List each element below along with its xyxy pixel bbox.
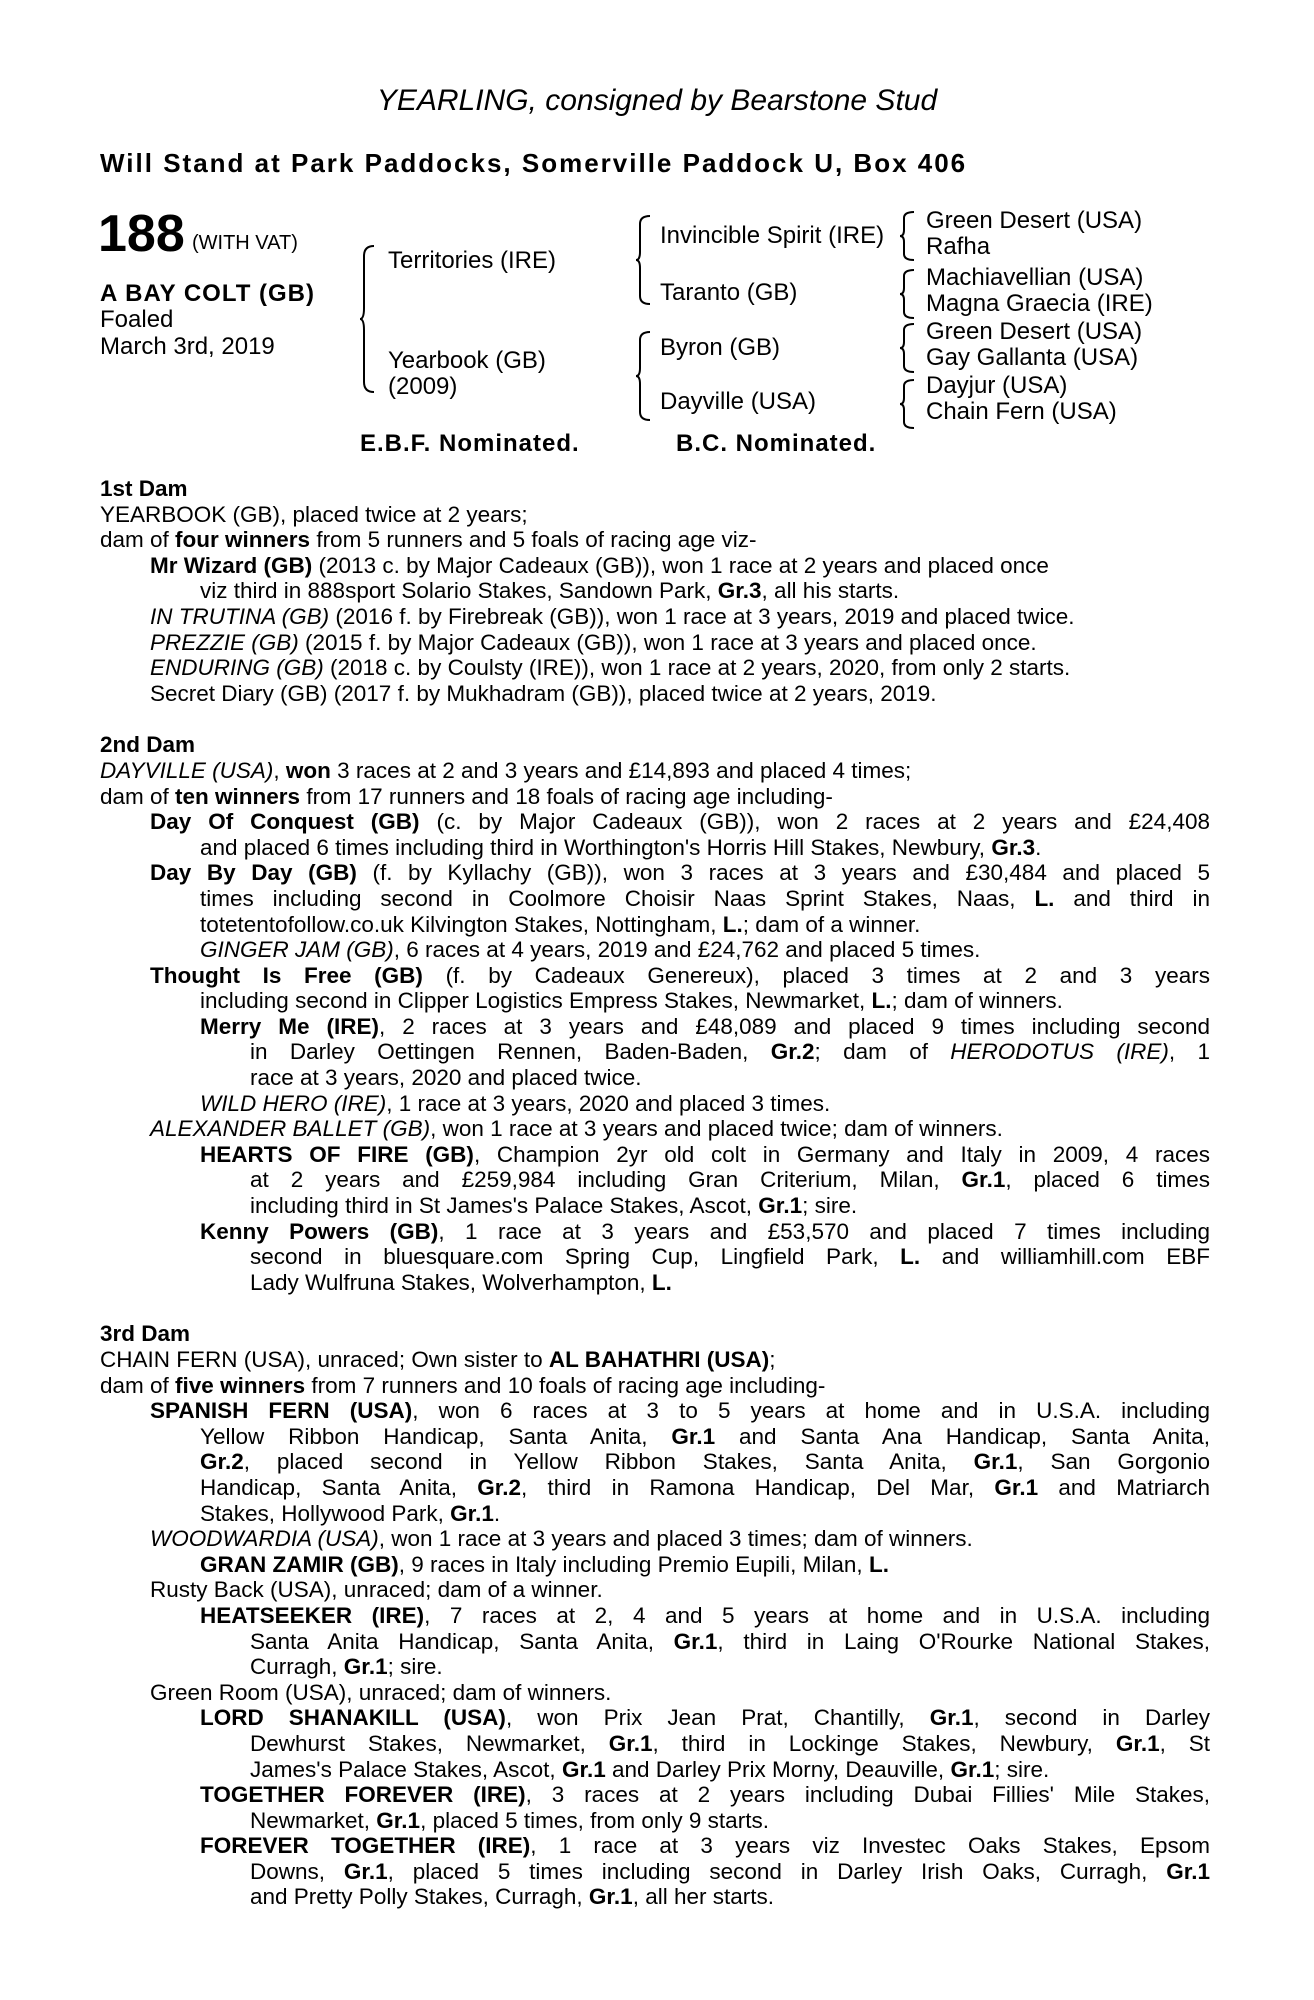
progeny-forever-together-cont: Downs, Gr.1, placed 5 times including second in Darley Irish Oaks, Curragh, Gr.1 xyxy=(250,1858,1211,1884)
stand-location: Will Stand at Park Paddocks, Somerville Paddock U, Box 406 xyxy=(100,148,968,178)
pedigree-ss-dam: Rafha xyxy=(926,233,991,260)
pedigree-brace-ss xyxy=(900,210,918,262)
progeny-in-trutina: IN TRUTINA (GB) (2016 f. by Firebreak (GB)), won 1 race at 3 years, 2019 and placed twice. xyxy=(150,603,1075,629)
progeny-merry-me: Merry Me (IRE), 2 races at 3 years and £48,089 and placed 9 times including second xyxy=(200,1013,1210,1039)
pedigree-dam-dam: Dayville (USA) xyxy=(660,388,817,415)
third-dam-dam-of: dam of five winners from 7 runners and 10 foals of racing age including- xyxy=(100,1372,826,1398)
page-title: YEARLING, consigned by Bearstone Stud xyxy=(376,84,938,117)
second-dam-intro: DAYVILLE (USA), won 3 races at 2 and 3 years and £14,893 and placed 4 times; xyxy=(100,757,912,783)
second-dam-dam-of: dam of ten winners from 17 runners and 18 foals of racing age including- xyxy=(100,783,833,809)
third-dam-intro: CHAIN FERN (USA), unraced; Own sister to AL BAHATHRI (USA); xyxy=(100,1347,776,1372)
foaled-label: Foaled xyxy=(100,306,174,333)
pedigree-ss-sire: Green Desert (USA) xyxy=(926,207,1143,234)
vat-label: (WITH VAT) xyxy=(192,232,298,254)
progeny-lord-shanakill-cont2: James's Palace Stakes, Ascot, Gr.1 and Darley Prix Morny, Deauville, Gr.1; sire. xyxy=(250,1756,1050,1782)
pedigree-brace-ds xyxy=(900,322,918,374)
pedigree-dam-year: (2009) xyxy=(388,373,458,400)
pedigree-brace-sire xyxy=(636,214,654,306)
progeny-heatseeker-cont2: Curragh, Gr.1; sire. xyxy=(250,1654,443,1680)
pedigree-ds-sire: Green Desert (USA) xyxy=(926,318,1143,345)
progeny-enduring: ENDURING (GB) (2018 c. by Coulsty (IRE)), won 1 race at 2 years, 2020, from only 2 starts. xyxy=(150,655,1071,681)
progeny-day-by-day: Day By Day (GB) (f. by Kyllachy (GB)), won 3 races at 3 years and £30,484 and placed 5 xyxy=(150,860,1210,886)
progeny-hearts-of-fire-cont: at 2 years and £259,984 including Gran Criterium, Milan, Gr.1, placed 6 times xyxy=(250,1167,1210,1193)
progeny-together-forever: TOGETHER FOREVER (IRE), 3 races at 2 years including Dubai Fillies' Mile Stakes, xyxy=(200,1782,1210,1808)
progeny-merry-me-cont2: race at 3 years, 2020 and placed twice. xyxy=(250,1065,642,1091)
progeny-day-by-day-cont2: totetentofollow.co.uk Kilvington Stakes, Nottingham, L.; dam of a winner. xyxy=(200,911,921,937)
progeny-kenny-powers-cont2: Lady Wulfruna Stakes, Wolverhampton, L. xyxy=(250,1269,672,1295)
pedigree-sire-sire: Invincible Spirit (IRE) xyxy=(660,222,885,249)
progeny-spanish-fern-cont3: Handicap, Santa Anita, Gr.2, third in Ramona Handicap, Del Mar, Gr.1 and Matriarch xyxy=(200,1474,1210,1500)
first-dam-intro: YEARBOOK (GB), placed twice at 2 years; xyxy=(100,501,528,527)
progeny-alexander-ballet: ALEXANDER BALLET (GB), won 1 race at 3 years and placed twice; dam of winners. xyxy=(150,1116,1003,1142)
bc-nominated: B.C. Nominated. xyxy=(676,430,877,457)
progeny-ginger-jam: GINGER JAM (GB), 6 races at 4 years, 2019 and £24,762 and placed 5 times. xyxy=(200,937,981,963)
pedigree-dd-dam: Chain Fern (USA) xyxy=(926,398,1117,425)
pedigree-sd-sire: Machiavellian (USA) xyxy=(926,264,1144,291)
progeny-merry-me-cont: in Darley Oettingen Rennen, Baden-Baden, Gr.2; dam of HERODOTUS (IRE), 1 xyxy=(250,1039,1210,1065)
progeny-heatseeker-cont: Santa Anita Handicap, Santa Anita, Gr.1, third in Laing O'Rourke National Stakes, xyxy=(250,1628,1210,1654)
pedigree-dd-sire: Dayjur (USA) xyxy=(926,372,1068,399)
progeny-spanish-fern-cont2: Gr.2, placed second in Yellow Ribbon Stakes, Santa Anita, Gr.1, San Gorgonio xyxy=(200,1449,1210,1475)
first-dam-heading: 1st Dam xyxy=(100,476,188,501)
pedigree-dam: Yearbook (GB) xyxy=(388,347,546,374)
progeny-rusty-back: Rusty Back (USA), unraced; dam of a winner. xyxy=(150,1577,603,1603)
pedigree-sire-dam: Taranto (GB) xyxy=(660,279,798,306)
progeny-spanish-fern-cont: Yellow Ribbon Handicap, Santa Anita, Gr.1 and Santa Ana Handicap, Santa Anita, xyxy=(200,1423,1210,1449)
progeny-lord-shanakill: LORD SHANAKILL (USA), won Prix Jean Prat, Chantilly, Gr.1, second in Darley xyxy=(200,1705,1210,1731)
progeny-spanish-fern-cont4: Stakes, Hollywood Park, Gr.1. xyxy=(200,1500,501,1526)
progeny-thought-is-free: Thought Is Free (GB) (f. by Cadeaux Genereux), placed 3 times at 2 and 3 years xyxy=(150,962,1210,988)
ebf-nominated: E.B.F. Nominated. xyxy=(360,430,580,457)
pedigree-brace-dd xyxy=(900,378,918,430)
lot-name: A BAY COLT (GB) xyxy=(100,280,316,307)
progeny-kenny-powers: Kenny Powers (GB), 1 race at 3 years and £53,570 and placed 7 times including xyxy=(200,1218,1210,1244)
pedigree-sire: Territories (IRE) xyxy=(388,247,557,274)
pedigree-brace-dam xyxy=(636,330,654,422)
pedigree-details xyxy=(100,476,1210,1910)
progeny-green-room: Green Room (USA), unraced; dam of winners. xyxy=(150,1679,612,1705)
progeny-hearts-of-fire-cont2: including third in St James's Palace Stakes, Ascot, Gr.1; sire. xyxy=(250,1193,858,1219)
progeny-heatseeker: HEATSEEKER (IRE), 7 races at 2, 4 and 5 years at home and in U.S.A. including xyxy=(200,1602,1210,1628)
progeny-secret-diary: Secret Diary (GB) (2017 f. by Mukhadram (GB)), placed twice at 2 years, 2019. xyxy=(150,680,937,706)
progeny-day-of-conquest: Day Of Conquest (GB) (c. by Major Cadeaux (GB)), won 2 races at 2 years and £24,408 xyxy=(150,809,1210,835)
first-dam-dam-of: dam of four winners from 5 runners and 5 foals of racing age viz- xyxy=(100,527,757,553)
progeny-day-of-conquest-cont: and placed 6 times including third in Worthington's Horris Hill Stakes, Newbury, Gr.3. xyxy=(200,834,1042,860)
progeny-together-forever-cont: Newmarket, Gr.1, placed 5 times, from only 9 starts. xyxy=(250,1807,769,1833)
foaled-date: March 3rd, 2019 xyxy=(100,333,275,360)
pedigree-brace-sd xyxy=(900,268,918,320)
progeny-mr-wizard-cont: viz third in 888sport Solario Stakes, Sandown Park, Gr.3, all his starts. xyxy=(200,578,900,604)
progeny-spanish-fern: SPANISH FERN (USA), won 6 races at 3 to 5 years at home and in U.S.A. including xyxy=(150,1398,1210,1424)
progeny-thought-is-free-cont: including second in Clipper Logistics Empress Stakes, Newmarket, L.; dam of winners. xyxy=(200,988,1063,1014)
progeny-forever-together: FOREVER TOGETHER (IRE), 1 race at 3 years viz Investec Oaks Stakes, Epsom xyxy=(200,1833,1210,1859)
progeny-kenny-powers-cont: second in bluesquare.com Spring Cup, Lingfield Park, L. and williamhill.com EBF xyxy=(250,1244,1210,1270)
progeny-day-by-day-cont: times including second in Coolmore Choisir Naas Sprint Stakes, Naas, L. and third in xyxy=(200,885,1210,911)
pedigree-ds-dam: Gay Gallanta (USA) xyxy=(926,344,1139,371)
pedigree-sd-dam: Magna Graecia (IRE) xyxy=(926,290,1153,317)
lot-number: 188 xyxy=(98,205,185,263)
progeny-prezzie: PREZZIE (GB) (2015 f. by Major Cadeaux (GB)), won 1 race at 3 years and placed once. xyxy=(150,629,1037,655)
progeny-forever-together-cont2: and Pretty Polly Stakes, Curragh, Gr.1, all her starts. xyxy=(250,1884,774,1910)
progeny-wild-hero: WILD HERO (IRE), 1 race at 3 years, 2020 and placed 3 times. xyxy=(200,1090,831,1116)
progeny-woodwardia: WOODWARDIA (USA), won 1 race at 3 years and placed 3 times; dam of winners. xyxy=(150,1526,973,1552)
progeny-mr-wizard: Mr Wizard (GB) (2013 c. by Major Cadeaux (GB)), won 1 race at 2 years and placed once xyxy=(150,552,1049,578)
third-dam-heading: 3rd Dam xyxy=(100,1321,191,1347)
progeny-lord-shanakill-cont: Dewhurst Stakes, Newmarket, Gr.1, third in Lockinge Stakes, Newbury, Gr.1, St xyxy=(250,1730,1211,1756)
second-dam-heading: 2nd Dam xyxy=(100,732,196,758)
progeny-hearts-of-fire: HEARTS OF FIRE (GB), Champion 2yr old colt in Germany and Italy in 2009, 4 races xyxy=(200,1141,1210,1167)
pedigree-dam-sire: Byron (GB) xyxy=(660,334,781,361)
progeny-gran-zamir: GRAN ZAMIR (GB), 9 races in Italy including Premio Eupili, Milan, L. xyxy=(200,1551,889,1577)
pedigree-brace-main xyxy=(360,244,378,394)
